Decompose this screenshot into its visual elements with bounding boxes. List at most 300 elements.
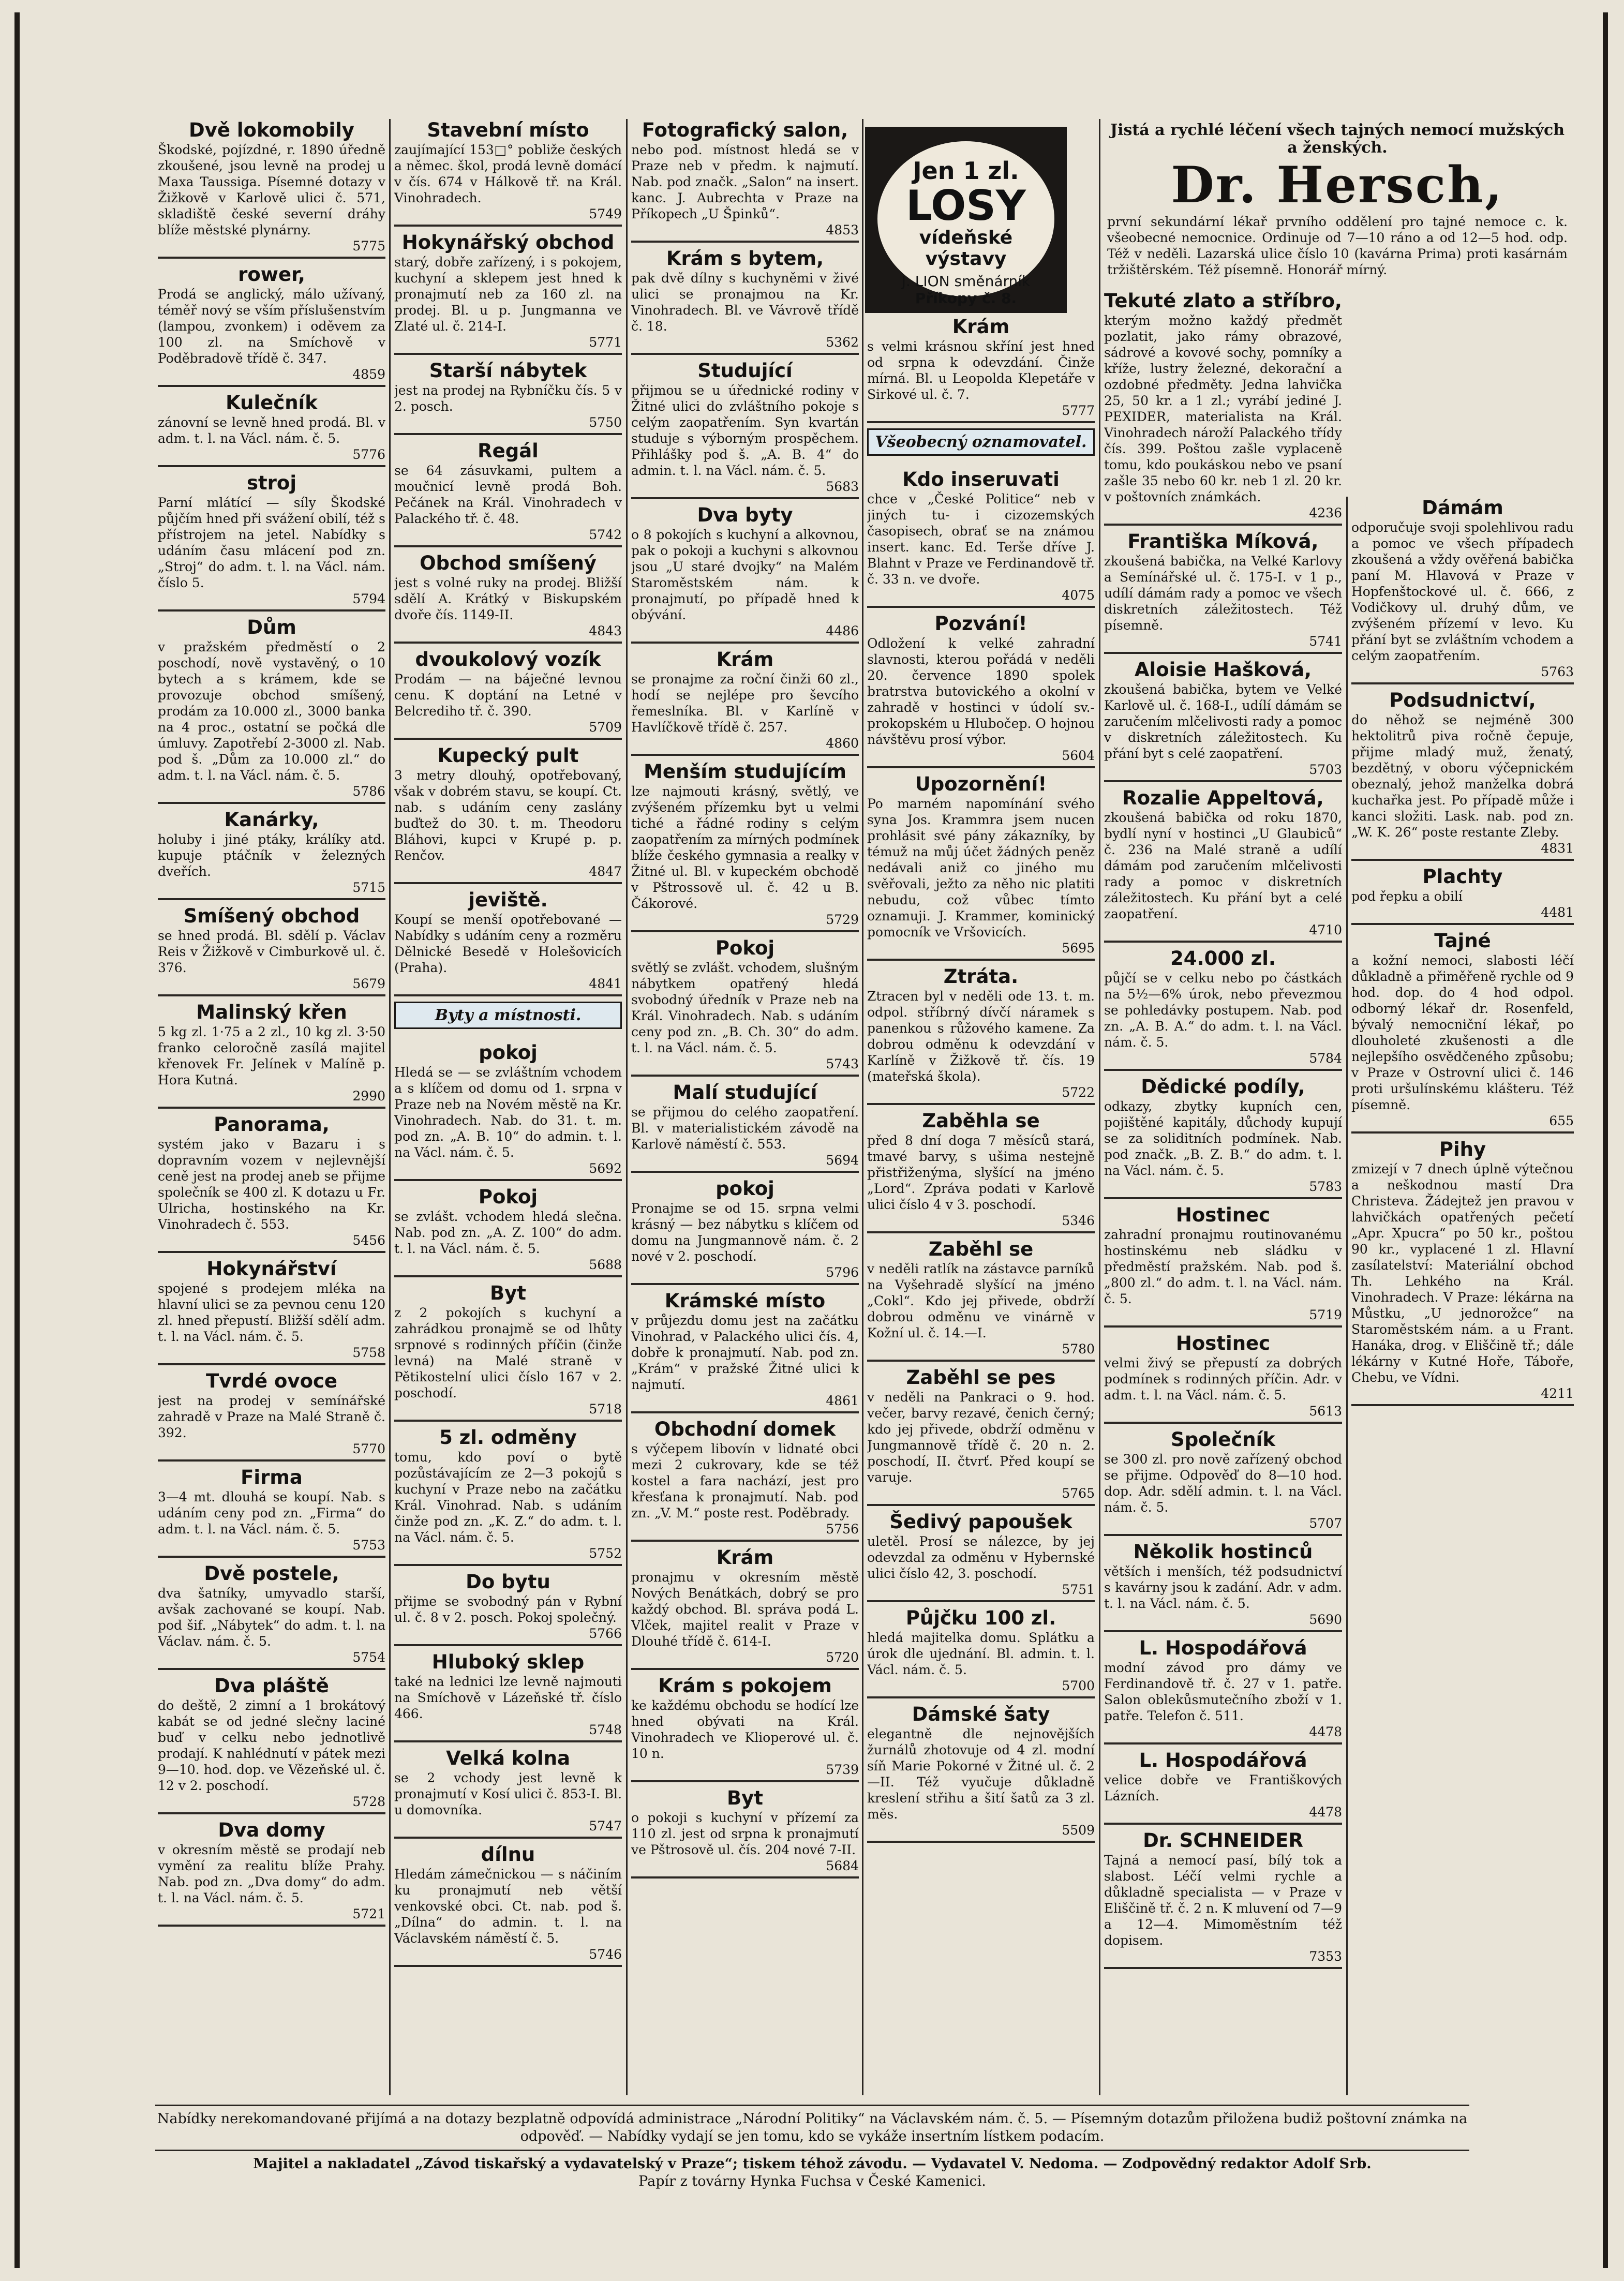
ad-number: 4236 xyxy=(1309,505,1342,520)
ad-number: 5742 xyxy=(589,527,622,542)
ad-text: jest s volné ruky na prodej. Bližší sdělí A. Krátký v Biskupském dvoře čís. 1149-II. xyxy=(394,575,622,622)
ad-heading: Krám xyxy=(952,316,1010,338)
ad-text: přijme se svobodný pán v Rybní ul. č. 8 v 2. posch. Pokoj společný. xyxy=(394,1594,622,1625)
ad-number: 5509 xyxy=(1062,1823,1095,1838)
classified-ad xyxy=(631,504,859,644)
ad-number: 5786 xyxy=(352,784,385,799)
ad-number: 5688 xyxy=(589,1257,622,1272)
ad-heading: Upozornění! xyxy=(915,773,1047,795)
classified-ad xyxy=(631,360,859,499)
classified-ad xyxy=(394,1282,622,1422)
ad-heading: Zaběhl se xyxy=(928,1238,1034,1260)
ad-heading: Smíšený obchod xyxy=(183,905,360,927)
classified-ad xyxy=(1351,1138,1574,1406)
ad-number: 5700 xyxy=(1062,1678,1095,1693)
column-divider xyxy=(862,119,863,2095)
ad-heading: Byt xyxy=(489,1282,526,1304)
ad-heading: Dr. SCHNEIDER xyxy=(1143,1829,1303,1852)
ad-text: spojené s prodejem mléka na hlavní ulici se za pevnou cenu 120 zl. hned přepustí. Bližší sdělí adm. t. l. na Václ. nám. č. 5. xyxy=(158,1281,385,1344)
ad-text: Odložení k velké zahradní slavnosti, kterou pořádá v neděli 20. července 1890 spolek bratrstva butovického a okolní v zahradě v hostinci v údolí sv.-prokopském u Hlubočep. O hojnou návštěvu prosí výbor. xyxy=(867,636,1095,747)
ad-number: 5707 xyxy=(1309,1516,1342,1531)
ad-text: Pronajme se od 15. srpna velmi krásný — bez nábytku s klíčem od domu na Jungmannově nám. č. 2 nové v 2. poschodí. xyxy=(631,1201,859,1264)
ad-heading: jeviště. xyxy=(468,889,548,911)
classified-ad xyxy=(631,1418,859,1542)
ad-text: dva šatníky, umyvadlo starší, avšak zachované se koupí. Nab. pod šif. „Nábytek“ do adm. t. l. na Václav. nám. č. 5. xyxy=(158,1586,385,1649)
classified-ad xyxy=(1351,930,1574,1134)
classified-ad xyxy=(1351,689,1574,861)
ad-heading: Dvě lokomobily xyxy=(189,119,354,141)
ad-number: 5765 xyxy=(1062,1486,1095,1501)
ad-text: pronajmu v okresním městě Nových Benátkách, dobrý se pro každý obchod. Bl. správa podá L. Vlček, majitel realit v Praze v Dlouhé třídě č. 614-I. xyxy=(631,1570,859,1649)
ad-text: v průjezdu domu jest na začátku Vinohrad, v Palackého ulici čís. 4, dobře k pronajmutí. Nab. pod zn. „Krám“ v pražské Žitné ulici k najmutí. xyxy=(631,1313,859,1392)
classified-ad xyxy=(394,360,622,435)
ad-text: nebo pod. místnost hledá se v Praze neb v předm. k najmutí. Nab. pod značk. „Salon“ na insert. kanc. J. Aubrechta v Praze na Příkopech „U Špinků“. xyxy=(631,142,859,221)
ad-text: zánovní se levně hned prodá. Bl. v adm. t. l. na Václ. nám. č. 5. xyxy=(158,415,385,446)
ad-text: z 2 pokojích s kuchyní a zahrádkou pronajmě se od lhůty srpnové s rodinných příčin (činže levná) na Malé straně v Pětikostelní ulici číslo 167 v 2. poschodí. xyxy=(394,1305,622,1400)
ad-heading: Do bytu xyxy=(466,1571,550,1593)
ad-heading: Tvrdé ovoce xyxy=(205,1370,338,1392)
ad-text: v okresním městě se prodají neb vymění za realitu blíže Prahy. Nab. pod zn. „Dva domy“ do adm. t. l. na Václ. nám. č. 5. xyxy=(158,1842,385,1905)
ad-number: 4859 xyxy=(352,367,385,382)
ad-heading: Zaběhl se pes xyxy=(906,1366,1056,1389)
ad-number: 5741 xyxy=(1309,634,1342,649)
classified-ad xyxy=(631,247,859,355)
ad-heading: Krám xyxy=(716,1546,774,1569)
classified-ad xyxy=(1104,290,1342,526)
ad-number: 5784 xyxy=(1309,1051,1342,1066)
ad-heading: Dům xyxy=(247,616,296,638)
ad-heading: Dva domy xyxy=(218,1819,325,1841)
classified-ad xyxy=(631,1546,859,1670)
ad-text: a kožní nemoci, slabosti léčí důkladně a přiměřeně rychle od 9 hod. dop. do 4 hod odpol. odborný lékař dr. Rosenfeld, bývalý nemocniční lékař, po dlouholeté zkušenosti a dle nejlepšího osvědčeného způsobu; v Praze v Ostrovní ulici č. 146 proti uršulínskému klášteru. Též písemně. xyxy=(1351,953,1574,1112)
ad-text: Škodské, pojízdné, r. 1890 úředně zkoušené, jsou levně na prodej u Maxa Taussiga. Písemné dotazy v Žižkově v Karlově ulici č. 571, skladiště české severní dráhy blíže městské plynárny. xyxy=(158,142,385,237)
footer-imprint: Majitel a nakladatel „Závod tiskařský a vydavatelský v Praze“; tiskem téhož závodu. — Vydavatel V. Nedoma. — Zodpovědný redaktor Adolf Srb. xyxy=(253,2156,1372,2172)
ad-number: 4853 xyxy=(826,222,859,237)
classified-ad xyxy=(1104,1076,1342,1199)
ad-number: 5766 xyxy=(589,1626,622,1641)
ad-number: 5771 xyxy=(589,335,622,350)
ad-text: 5 kg zl. 1·75 a 2 zl., 10 kg zl. 3·50 franko celoročně zasílá majitel křenovek Fr. Jelínek v Malíně p. Hora Kutná. xyxy=(158,1024,385,1087)
classified-ad xyxy=(1104,1332,1342,1424)
ad-text: jest na prodej na Rybníčku čís. 5 v 2. posch. xyxy=(394,383,622,414)
section-heading: Všeobecný oznamovatel. xyxy=(867,428,1095,456)
losy-seller: J. LION směnárník xyxy=(901,273,1031,290)
footer-notice: Nabídky nerekomandované přijímá a na dotazy bezplatně odpovídá administrace „Národní Politiky“ na Václavském nám. č. 5. — Písemným dotazům přiložena budiž poštovní známka na odpověď. — Nabídky vydají se jen tomu, kdo se vykáže insertním lístkem podacím. xyxy=(157,2111,1468,2144)
ad-number: 5729 xyxy=(826,912,859,927)
classified-ad xyxy=(867,1110,1095,1233)
ad-text: před 8 dní doga 7 měsíců stará, tmavé barvy, s ušima nestejně přistřiženýma, slyšící na jméno „Lord“. Zpráva podati v Karlově ulici číslo 4 v 3. poschodí. xyxy=(867,1133,1095,1212)
ad-number: 4478 xyxy=(1309,1724,1342,1739)
ad-heading: Ztráta. xyxy=(943,965,1019,988)
ad-number: 4211 xyxy=(1541,1386,1574,1401)
ad-text: do něhož se nejméně 300 hektolitrů piva ročně čepuje, přijme mladý muž, ženatý, bezdětný, v oboru výčepnickém obeznalý, jehož manželka dobrá kuchařka jest. Po případě může i kanci složiti. Lask. nab. pod zn. „W. K. 26“ poste restante Zleby. xyxy=(1351,712,1574,840)
ad-text: tomu, kdo poví o bytě pozůstávajícím ze 2—3 pokojů s kuchyní v Praze nebo na začátku Král. Vinohrad. Nab. s udáním činže pod zn. „K. Z.“ do adm. t. l. na Václ. nám. č. 5. xyxy=(394,1450,622,1545)
ad-text: chce v „České Politice“ neb v jiných tu- i cizozemských časopisech, obrať se na známou insert. kanc. Ed. Terše dříve J. Blahnt v Praze ve Ferdinandově tř. č. 33 n. ve dvoře. xyxy=(867,491,1095,587)
classified-ad xyxy=(158,1562,385,1670)
ad-heading: Dámské šaty xyxy=(912,1703,1050,1725)
classified-ad xyxy=(1104,1829,1342,1969)
dr-hersch-ad xyxy=(1107,122,1568,278)
classified-ad xyxy=(394,744,622,884)
classified-ad xyxy=(867,1703,1095,1843)
ad-text: starý, dobře zařízený, i s pokojem, kuchyní a sklepem jest hned k pronajmutí neb za 160 zl. na prodej. Bl. u p. Jungmanna ve Zlaté ul. č. 214-I. xyxy=(394,255,622,334)
ad-heading: Hokynářství xyxy=(206,1258,337,1280)
classified-ad xyxy=(158,472,385,612)
classified-ad xyxy=(867,1511,1095,1602)
ad-heading: Společník xyxy=(1171,1428,1275,1451)
ad-text: zahradní pronajmu routinovanému hostinskému neb sládku v předměstí pražském. Nab. pod š. „800 zl.“ do adm. t. l. na Václ. nám. č. 5. xyxy=(1104,1227,1342,1306)
classified-ad xyxy=(394,889,622,996)
classified-ad xyxy=(394,231,622,355)
ad-heading: Hluboký sklep xyxy=(431,1651,585,1673)
ad-heading: Regál xyxy=(478,440,539,462)
ad-text: v neděli na Pankraci o 9. hod. večer, barvy rezavé, čenich černý; kdo jej přivede, obdrží odměnu v Jungmannově třídě č. 20 n. 2. poschodí, II. čtvrť. Před koupí se varuje. xyxy=(867,1390,1095,1485)
ad-heading: Krám xyxy=(716,648,774,670)
ad-heading: Dědické podíly, xyxy=(1141,1076,1305,1098)
classified-ad xyxy=(1104,787,1342,943)
ad-text: zkoušená babička od roku 1870, bydlí nyní v hostinci „U Glaubiců“ č. 236 na Malé straně a udílí dámám pod zaručením mlčelivosti rady a pomoc v diskretních záležitostech. Ku přání byt a celé zaopatření. xyxy=(1104,810,1342,921)
ad-text: zkoušená babička, na Velké Karlovy a Semínářské ul. č. 175-I. v 1 p., udílí dámám rady a pomoc ve všech diskretních záležitostech. Též písemně. xyxy=(1104,554,1342,633)
column-4 xyxy=(867,316,1095,2095)
ad-text: pod řepku a obilí xyxy=(1351,889,1463,904)
footer-rule xyxy=(155,2150,1469,2151)
column-6 xyxy=(1351,497,1574,2095)
ad-number: 5770 xyxy=(352,1441,385,1456)
classified-ad xyxy=(158,1001,385,1109)
classified-ad xyxy=(631,1787,859,1879)
page-footer xyxy=(155,2100,1469,2190)
ad-heading: Malinský křen xyxy=(196,1001,347,1023)
ad-heading: Františka Míková, xyxy=(1127,530,1319,553)
ad-text: o pokoji s kuchyní v přízemí za 110 zl. jest od srpna k pronajmutí ve Pštrosově ul. čís. 204 nové 7-II. xyxy=(631,1810,859,1857)
ad-heading: Stavební místo xyxy=(427,119,589,141)
classified-ad xyxy=(158,1370,385,1462)
ad-number: 5719 xyxy=(1309,1307,1342,1322)
classified-ad xyxy=(1104,947,1342,1071)
ad-number: 5694 xyxy=(826,1153,859,1168)
ad-number: 5695 xyxy=(1062,941,1095,956)
classified-ad xyxy=(394,1002,622,1037)
footer-paper: Papír z továrny Hynka Fuchsa v České Kamenici. xyxy=(638,2173,986,2189)
ad-text: Po marném napomínání svého syna Jos. Krammra jsem nucen prohlásit své pány zákazníky, by témuž na můj účet žádných peněz nedávali aniž co jiného mu svěřovali, ježto za něho nic platiti nebudu, což vůbec tímto oznamuji. J. Krammer, kominický pomocník ve Vršovicích. xyxy=(867,796,1095,940)
ad-heading: Krám s pokojem xyxy=(658,1675,832,1697)
ad-heading: pokoj xyxy=(479,1041,538,1064)
ad-number: 5754 xyxy=(352,1650,385,1665)
ad-text: jest na prodej v semínářské zahradě v Praze na Malé Straně č. 392. xyxy=(158,1393,385,1440)
classified-ad xyxy=(1104,659,1342,782)
classified-ad xyxy=(867,316,1095,423)
ad-number: 4847 xyxy=(589,864,622,879)
ad-text: velice dobře ve Františkových Lázních. xyxy=(1104,1772,1342,1803)
ad-text: 3 metry dlouhý, opotřebovaný, však v dobrém stavu, se koupí. Ct. nab. s udáním ceny zaslány buďtež do 30. t. m. Theodoru Bláhovi, kupci v Krupé p. p. Renčov. xyxy=(394,768,622,863)
ad-number: 5709 xyxy=(589,720,622,735)
ad-heading: rower, xyxy=(238,263,305,286)
column-divider xyxy=(626,119,628,2095)
ad-heading: Šedivý papoušek xyxy=(889,1511,1072,1533)
classified-ad xyxy=(867,1607,1095,1698)
ad-text: zmizejí v 7 dnech úplně výtečnou a neškodnou mastí Dra Christeva. Žádejtež jen pravou v lahvičkách opatřených pečetí „Apr. Xpucra“ po 50 kr., poštou 90 kr., vyplacené 1 zl. Hlavní zasílatelství: Materiální obchod Th. Lehkého na Král. Vinohradech. V Praze: lékárna na Můstku, „U jednorožce“ na Staroměstském nám. a u Frant. Hanáka, drog. v Eliščině tř.; dále lékárny v Kutné Hoře, Táboře, Chebu, ve Vídni. xyxy=(1351,1161,1574,1385)
classified-ad xyxy=(394,1426,622,1566)
ad-number: 5751 xyxy=(1062,1582,1095,1597)
ad-number: 5703 xyxy=(1309,762,1342,777)
ad-number: 5692 xyxy=(589,1161,622,1176)
classified-ad xyxy=(631,1177,859,1285)
ad-text: přijmou se u úřednické rodiny v Žitné ulici do zvláštního pokoje s celým zaopatřením. Syn kvartán studuje s výborným prospěchem. Přihlášky pod š. „A. B. 4“ do admin. t. l. na Václ. nám. č. 5. xyxy=(631,383,859,478)
ad-text: se zvlášt. vchodem hledá slečna. Nab. pod zn. „A. Z. 100“ do adm. t. l. na Václ. nám. č. 5. xyxy=(394,1209,622,1256)
ad-heading: Pihy xyxy=(1439,1138,1486,1160)
ad-text: elegantně dle nejnovějších žurnálů zhotovuje od 4 zl. modní síň Marie Pokorné v Žitné ul. č. 2—II. Též vyučuje důkladně kreslení střihu a šití šatů za 3 zl. měs. xyxy=(867,1726,1095,1822)
classified-ad xyxy=(631,1675,859,1782)
classified-ad xyxy=(867,468,1095,608)
ad-text: ke každému obchodu se hodící lze hned obývati na Král. Vinohradech ve Klioperové ul. č. 10 n. xyxy=(631,1698,859,1761)
ad-heading: Půjčku 100 zl. xyxy=(905,1607,1056,1629)
ad-text: modní závod pro dámy ve Ferdinandově tř. č. 27 v 1. patře. Salon oblekůsmutečního zboží v 1. patře. Telefon č. 511. xyxy=(1104,1660,1342,1723)
ad-heading: Hokynářský obchod xyxy=(401,231,615,254)
ad-text: zaujímající 153□° pobliže českých a němec. škol, prodá levně domácí v čís. 674 v Hálkově tř. na Král. Vinohradech. xyxy=(394,142,622,205)
ad-text: se pronajme za roční činži 60 zl., hodí se nejlépe pro ševcího řemeslníka. Bl. v Karlíně v Havlíčkově třídě č. 257. xyxy=(631,672,859,735)
ad-text: Prodám — na báječné levnou cenu. K doptání na Letné v Belcrediho tř. č. 390. xyxy=(394,672,622,719)
ad-heading: Byt xyxy=(726,1787,763,1809)
ad-text: o 8 pokojích s kuchyní a alkovnou, pak o pokoji a kuchyni s alkovnou jsou „U staré dvojky“ na Malém Staroměstském nám. k pronajmutí, po případě hned k obývání. xyxy=(631,527,859,622)
ad-heading: Starší nábytek xyxy=(429,360,587,382)
ad-number: 5679 xyxy=(352,976,385,991)
ad-heading: Obchod smíšený xyxy=(420,552,597,574)
ad-text: se přijmou do celého zaopatření. Bl. v materialistickém závodě na Karlově náměstí č. 553. xyxy=(631,1105,859,1152)
ad-number: 7353 xyxy=(1309,1949,1342,1964)
classified-ad xyxy=(394,1843,622,1967)
losy-price: Jen 1 zl. xyxy=(913,157,1019,185)
ad-number: 5683 xyxy=(826,479,859,494)
ad-number: 5722 xyxy=(1062,1085,1095,1100)
ad-text: Hledá se — se zvláštním vchodem a s klíčem od domu od 1. srpna v Praze neb na Novém městě na Kr. Vinohradech. Nab. do 31. t. m. pod zn. „A. B. 10“ do admin. t. l. na Václ. nám. č. 5. xyxy=(394,1065,622,1160)
classified-ad xyxy=(394,440,622,547)
ad-text: půjčí se v celku nebo po částkách na 5½—6% úrok, nebo převezmou se pohledávky postupem. Nab. pod zn. „A. B. A.“ do adm. t. l. na Václ. nám. č. 5. xyxy=(1104,971,1342,1050)
ad-heading: Dva byty xyxy=(697,504,793,526)
classified-ad xyxy=(631,119,859,243)
classified-ad xyxy=(1104,1204,1342,1328)
classified-ad xyxy=(158,263,385,387)
classified-ad xyxy=(158,809,385,900)
classified-ad xyxy=(631,1081,859,1173)
ad-heading: Obchodní domek xyxy=(654,1418,836,1440)
ad-number: 5776 xyxy=(352,447,385,462)
ad-text: 3—4 mt. dlouhá se koupí. Nab. s udáním ceny pod zn. „Firma“ do adm. t. l. na Václ. nám. č. 5. xyxy=(158,1489,385,1537)
ad-heading: Firma xyxy=(241,1466,303,1488)
ad-number: 5346 xyxy=(1062,1213,1095,1228)
ad-heading: Hostinec xyxy=(1175,1332,1271,1354)
classified-ad xyxy=(867,1366,1095,1506)
ad-heading: Tajné xyxy=(1434,930,1491,952)
ad-number: 5718 xyxy=(589,1402,622,1417)
classified-ad xyxy=(158,1113,385,1253)
footer-rule xyxy=(155,2105,1469,2106)
ad-text: se 2 vchody jest levně k pronajmutí v Kosí ulici č. 853-I. Bl. u domovníka. xyxy=(394,1770,622,1817)
ad-text: uletěl. Prosí se nálezce, by jej odevzdal za odměnu v Hybernské ulici číslo 42, 3. poschodí. xyxy=(867,1534,1095,1581)
classified-ad xyxy=(867,965,1095,1105)
ad-number: 5720 xyxy=(826,1650,859,1665)
ad-text: odkazy, zbytky kupních cen, pojištěné kapitály, důchody kupují se za soliditních podmínek. Nab. pod značk. „B. Z. B.“ do adm. t. l. na Václ. nám. č. 5. xyxy=(1104,1099,1342,1178)
classified-ad xyxy=(158,119,385,259)
ad-heading: Malí studující xyxy=(673,1081,817,1104)
ad-text: se hned prodá. Bl. sdělí p. Václav Reis v Žižkově v Cimburkově ul. č. 376. xyxy=(158,928,385,975)
ad-heading: L. Hospodářová xyxy=(1139,1749,1307,1771)
ad-number: 5777 xyxy=(1062,403,1095,418)
ad-number: 5728 xyxy=(352,1794,385,1809)
ad-heading: Velká kolna xyxy=(446,1747,570,1769)
ad-heading: Tekuté zlato a stříbro, xyxy=(1104,290,1342,312)
ad-text: Ztracen byl v neděli ode 13. t. m. odpol. stříbrný dívčí náramek s panenkou s růžového kamene. Za dobrou odměnu k odevzdání v Karlíně v Žižkově tř. čís. 19 (mateřská škola). xyxy=(867,989,1095,1084)
ad-number: 5796 xyxy=(826,1265,859,1280)
classified-ad xyxy=(1104,1749,1342,1825)
ad-heading: Dvě postele, xyxy=(204,1562,339,1585)
ad-text: odporučuje svoji spolehlivou radu a pomoc ve všech případech zkoušená a vždy ověřená babička paní M. Hlavová v Praze v Hopfenštockové ul. č. 666, z Vodičkovy ul. druhý dům, ve zvýšeném přízemí v levo. Ku přání byt se zvláštním vchodem a celým zaopatřením. xyxy=(1351,520,1574,663)
hersch-header: Jistá a rychlé léčení všech tajných nemocí mužských a ženských. xyxy=(1110,121,1565,157)
ad-number: 4481 xyxy=(1541,905,1574,920)
ad-text: Koupí se menší opotřebované — Nabídky s udáním ceny a rozměru Dělnické Besedě v Holešovicích (Praha). xyxy=(394,912,622,975)
ad-heading: Několik hostinců xyxy=(1133,1541,1313,1563)
ad-heading: Dva pláště xyxy=(214,1675,329,1697)
ad-number: 4710 xyxy=(1309,922,1342,937)
classified-ad xyxy=(867,1238,1095,1362)
classified-ad xyxy=(631,937,859,1077)
classified-ad xyxy=(631,761,859,932)
ad-heading: Panorama, xyxy=(214,1113,330,1136)
classified-ad xyxy=(1104,1637,1342,1745)
ad-text: pak dvě dílny s kuchyněmi v živé ulici se pronajmou na Kr. Vinohradech. Bl. ve Vávrově třídě č. 18. xyxy=(631,271,859,334)
ad-number: 5456 xyxy=(352,1233,385,1248)
ad-heading: 5 zl. odměny xyxy=(439,1426,577,1449)
ad-text: hledá majitelka domu. Splátku a úrok dle ujednání. Bl. admin. t. l. Václ. nám. č. 5. xyxy=(867,1630,1095,1677)
ad-number: 5362 xyxy=(826,335,859,350)
ad-heading: Plachty xyxy=(1422,866,1503,888)
classified-ad xyxy=(1351,497,1574,684)
column-divider xyxy=(1346,497,1348,2095)
ad-number: 4478 xyxy=(1309,1805,1342,1820)
ad-text: Parní mlátící — síly Škodské půjčím hned při svážení obilí, též s přístrojem na jetel. Nabídky s udáním času mlácení pod zn. „Stroj“ do adm. t. l. na Václ. nám. číslo 5. xyxy=(158,495,385,590)
ad-heading: Aloisie Hašková, xyxy=(1134,659,1312,681)
ad-number: 5684 xyxy=(826,1858,859,1873)
ad-text: Prodá se anglický, málo užívaný, téměř nový se vším příslušenstvím (lampou, zvonkem) i oděvem za 100 zl. na Smíchově v Poděbradově třídě č. 347. xyxy=(158,287,385,366)
losy-address: Příkopy č. 8. xyxy=(915,290,1017,307)
ad-number: 5604 xyxy=(1062,748,1095,763)
ad-number: 5763 xyxy=(1541,664,1574,679)
ad-heading: Kdo inseruvati xyxy=(902,468,1060,490)
ad-text: se 64 zásuvkami, pultem a moučnicí levně prodá Boh. Pečánek na Král. Vinohradech v Palackého tř. č. 48. xyxy=(394,463,622,526)
classified-ad xyxy=(394,1041,622,1181)
ad-text: světlý se zvlášt. vchodem, slušným nábytkem opatřený hledá svobodný úředník v Praze neb na Král. Vinohradech. Nab. s udáním ceny pod zn. „B. Ch. 30“ do adm. t. l. na Václ. nám. č. 5. xyxy=(631,960,859,1055)
classified-ad xyxy=(158,1258,385,1365)
classified-ad xyxy=(867,613,1095,768)
ad-number: 4075 xyxy=(1062,588,1095,603)
ad-text: také na lednici lze levně najmouti na Smíchově v Lázeňské tř. číslo 466. xyxy=(394,1674,622,1721)
classified-ad xyxy=(631,1290,859,1413)
ad-number: 5715 xyxy=(352,880,385,895)
ad-heading: Rozalie Appeltová, xyxy=(1122,787,1324,809)
classified-ad xyxy=(158,1466,385,1558)
ad-text: velmi živý se přepustí za dobrých podmínek s rodinných příčin. Adr. v adm. t. l. na Václ. nám. č. 5. xyxy=(1104,1355,1342,1403)
ad-number: 5746 xyxy=(589,1947,622,1962)
ad-number: 4841 xyxy=(589,976,622,991)
ad-number: 5749 xyxy=(589,206,622,221)
ad-text: Hledám zámečnickou — s náčiním ku pronajmutí neb větší venkovské obci. Ct. nab. pod š. „Dílna“ do admin. t. l. na Václavském náměstí č. 5. xyxy=(394,1867,622,1946)
losy-title: LOSY xyxy=(906,182,1026,230)
ad-number: 4861 xyxy=(826,1393,859,1408)
classified-ad xyxy=(394,1186,622,1277)
column-5 xyxy=(1104,290,1342,2095)
ad-text: větších i menších, též podsudnictví s kavárny jsou k zadání. Adr. v adm. t. l. na Václ. nám. č. 5. xyxy=(1104,1564,1342,1611)
classified-ad xyxy=(394,1571,622,1646)
classified-ad xyxy=(1104,530,1342,654)
classified-ad xyxy=(1104,1541,1342,1632)
classified-ad xyxy=(158,1819,385,1927)
ad-number: 5783 xyxy=(1309,1179,1342,1194)
ad-number: 5753 xyxy=(352,1538,385,1553)
ad-text: kterým možno každý předmět pozlatit, jako rámy obrazové, sádrové a kovové sochy, pomníky a kříže, lustry železné, dekorační a ozdobné předměty. Jedna lahvička 25, 50 kr. a 1 zl.; vyrábí jediné J. PEXIDER, materialista na Král. Vinohradech nároží Palackého třídy čís. 399. Poštou zašle vyplaceně tomu, kdo poukáskou nebo ve psaní zašle 35 nebo 60 kr. neb 1 zl. 20 kr. v poštovních známkách. xyxy=(1104,313,1342,504)
classified-ad xyxy=(867,428,1095,464)
losy-ad-oval xyxy=(877,141,1054,307)
ad-number: 4843 xyxy=(589,623,622,638)
ad-text: holuby i jiné ptáky, králíky atd. kupuje ptáčník v železných dveřích. xyxy=(158,832,385,879)
ad-heading: Kanárky, xyxy=(224,809,319,831)
ad-heading: Zaběhla se xyxy=(922,1110,1040,1132)
ad-number: 5721 xyxy=(352,1906,385,1921)
classified-ad xyxy=(394,119,622,227)
ad-number: 5613 xyxy=(1309,1404,1342,1419)
ad-heading: Hostinec xyxy=(1175,1204,1271,1226)
ad-number: 5739 xyxy=(826,1762,859,1777)
column-2 xyxy=(394,119,622,2095)
ad-number: 5750 xyxy=(589,415,622,430)
ad-text: zkoušená babička, bytem ve Velké Karlově ul. č. 168-I., udílí dámám se zaručením mlčelivosti rady a pomoc v diskretních záležitostech. Ku přání byt s celé zaopatření. xyxy=(1104,682,1342,761)
classified-ad xyxy=(394,552,622,644)
column-1 xyxy=(158,119,385,2095)
ad-heading: pokoj xyxy=(716,1177,774,1200)
ad-number: 5780 xyxy=(1062,1341,1095,1356)
ad-heading: Pokoj xyxy=(715,937,775,959)
classified-ad xyxy=(158,905,385,996)
ad-heading: Fotografický salon, xyxy=(642,119,848,141)
ad-number: 5690 xyxy=(1309,1612,1342,1627)
ad-heading: Menším studujícím xyxy=(644,761,846,783)
classified-ad xyxy=(158,616,385,804)
ad-heading: Pokoj xyxy=(478,1186,538,1208)
ad-heading: Kupecký pult xyxy=(437,744,579,767)
ad-number: 4860 xyxy=(826,736,859,751)
classified-ad xyxy=(867,773,1095,961)
classified-ad xyxy=(1351,866,1574,925)
ad-number: 5758 xyxy=(352,1345,385,1360)
section-heading: Byty a místnosti. xyxy=(394,1002,622,1029)
ad-number: 2990 xyxy=(352,1089,385,1104)
ad-text: s velmi krásnou skříní jest hned od srpna k odevzdání. Činže mírná. Bl. u Leopolda Klepetáře v Sirkové ul. č. 7. xyxy=(867,339,1095,402)
ad-heading: Pozvání! xyxy=(934,613,1027,635)
ad-heading: dvoukolový vozík xyxy=(415,648,601,670)
column-divider xyxy=(389,119,391,2095)
ad-number: 4831 xyxy=(1541,841,1574,856)
ad-number: 5748 xyxy=(589,1722,622,1737)
losy-lottery-ad xyxy=(865,127,1067,313)
ad-text: v neděli ratlík na zástavce parníků na Vyšehradě slyšící na jméno „Cokl“. Kdo jej přivede, obdrží dobrou odměnu ve vinárně v Kožní ul. č. 14.—I. xyxy=(867,1261,1095,1340)
losy-subtitle: vídeňské výstavy xyxy=(919,227,1013,270)
column-divider xyxy=(1099,119,1100,2095)
ad-heading: Krám s bytem, xyxy=(666,247,824,270)
ad-number: 5752 xyxy=(589,1546,622,1561)
ad-number: 5743 xyxy=(826,1056,859,1071)
ad-text: v pražském předměstí o 2 poschodí, nově vystavěný, o 10 bytech a s krámem, kde se provozuje obchod smíšený, prodám za 10.000 zl., 3000 banka na 4 proc., ostatní se počká dle úmluvy. Zapotřebí 2-3000 zl. Nab. pod š. „Dům za 10.000 zl.“ do adm. t. l. na Václ. nám. č. 5. xyxy=(158,639,385,783)
ad-heading: Dámám xyxy=(1422,497,1503,519)
ad-text: lze najmouti krásný, světlý, ve zvýšeném přízemku byt u velmi tiché a řádné rodiny s celým zaopatřením za mírných podmínek blíže českého gymnasia a realky v Žitné ul. Bl. v kupeckém obchodě v Pštrossově ul. č. 42 u B. Čákorové. xyxy=(631,784,859,911)
ad-number: 5794 xyxy=(352,591,385,606)
